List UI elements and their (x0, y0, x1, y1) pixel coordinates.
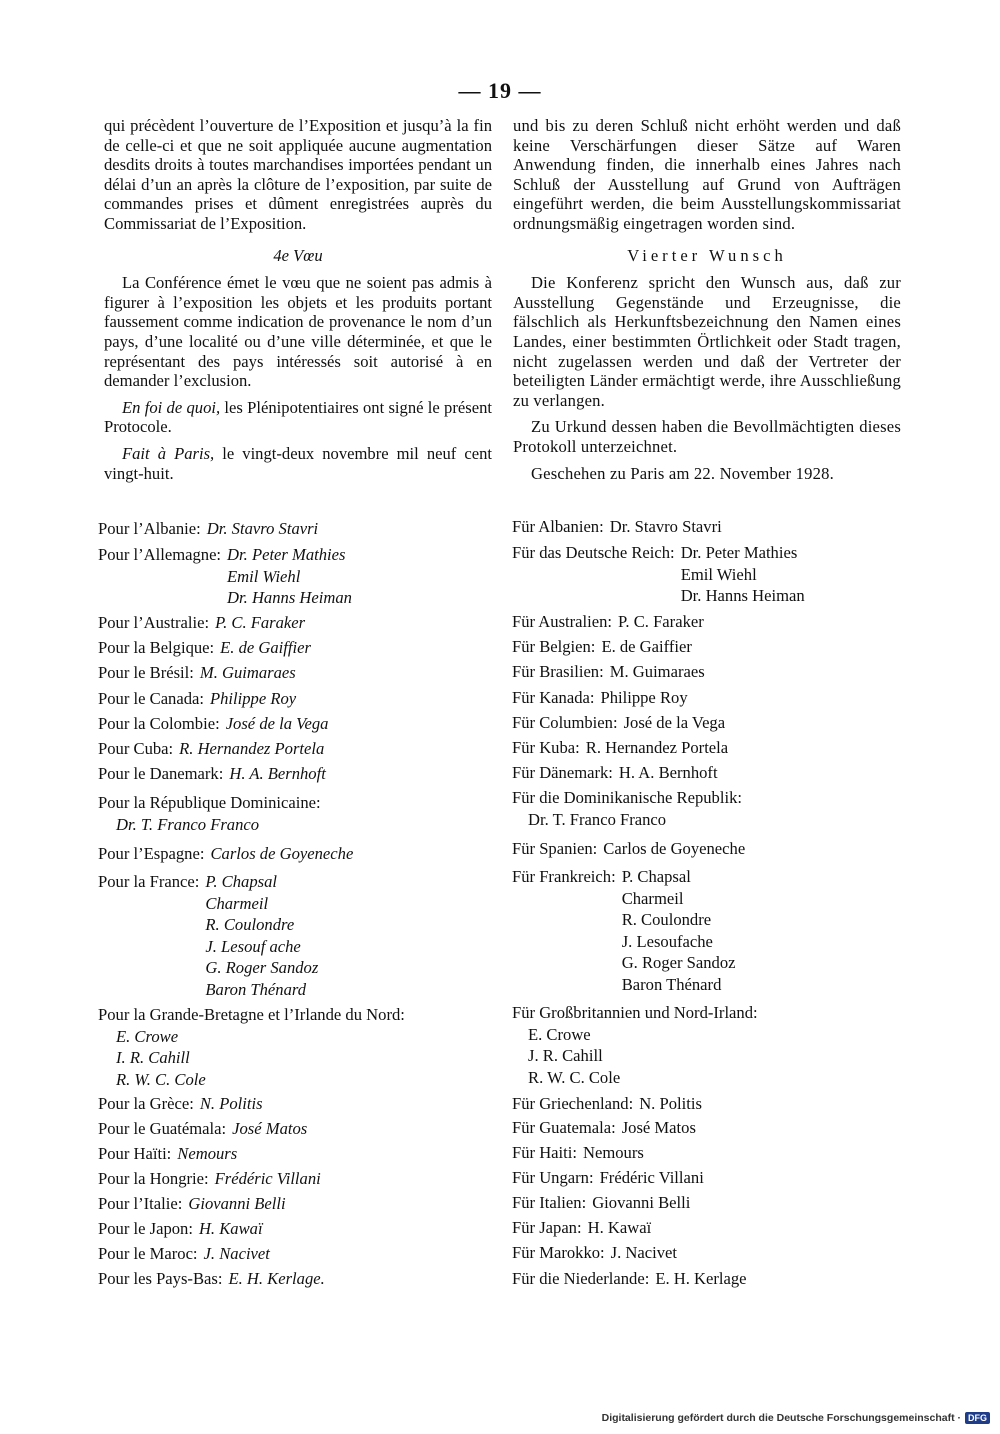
german-column (513, 116, 901, 483)
fr-signatory-label: Pour l’Allemagne: (98, 545, 222, 564)
de-signatory-names (655, 1268, 746, 1290)
de-signatory-label: Für Spanien: (512, 839, 598, 858)
de-signatory-name: R. Coulondre (621, 910, 712, 929)
fr-signatory-label: Pour l’Australie: (98, 613, 210, 632)
de-signatory-name: José Matos (621, 1118, 696, 1137)
fr-signatory-name: Charmeil (205, 893, 269, 913)
fr-signatory-name: R. Coulondre (205, 915, 295, 934)
de-signatory-names (639, 1093, 702, 1115)
fr-signatory-row (98, 738, 324, 760)
de-signatory-name: R. W. C. Cole (528, 1067, 621, 1087)
de-signatory-row (512, 1117, 696, 1139)
de-signatory-name: E. de Gaiffier (601, 637, 692, 656)
de-signatory-names (528, 809, 742, 831)
fr-signatory-name: Dr. Hanns Heiman (227, 588, 352, 607)
de-signatory-name: P. C. Faraker (618, 612, 704, 631)
fr-signatory-row (98, 1268, 325, 1290)
fr-signatory-name: H. Kawaï (198, 1219, 263, 1238)
footer (602, 1412, 990, 1424)
fr-signatory-row (98, 1004, 405, 1090)
de-signatory-names (603, 838, 745, 860)
de-signatory-name: Dr. Peter Mathies (680, 543, 798, 562)
de-signatory-names (618, 611, 704, 633)
de-signatory-label: Für Columbien: (512, 713, 618, 732)
de-signatory-name: E. Crowe (528, 1024, 591, 1044)
fait-rest: le vingt-deux novembre mil neuf cent vingt-huit. (104, 443, 493, 483)
fr-signatory-name: Dr. T. Franco Franco (116, 814, 260, 834)
de-signatory-label: Für Japan: (512, 1218, 582, 1237)
de-signatory-name: E. H. Kerlage (655, 1269, 747, 1288)
de-signatory-name: P. Chapsal (621, 867, 691, 886)
fr-signatory-label: Pour le Guatémala: (98, 1119, 227, 1138)
page-number: — 19 — (458, 78, 542, 103)
de-signatory-row (512, 661, 705, 683)
fr-signatory-name: Nemours (177, 1144, 238, 1163)
fr-signatory-row (98, 792, 321, 835)
de-signatory-label: Für Belgien: (512, 637, 596, 656)
de-signatory-name: José de la Vega (623, 713, 726, 732)
fr-signatory-names (207, 518, 318, 540)
de-signatory-name: Philippe Roy (600, 688, 688, 707)
fr-signatory-label: Pour la Belgique: (98, 638, 215, 657)
fr-signatory-label: Pour Haïti: (98, 1144, 172, 1163)
de-signatory-row (512, 866, 736, 995)
de-signatory-name: H. Kawaï (587, 1218, 652, 1237)
de-signatory-name: J. Lesoufache (621, 931, 713, 951)
german-intro-paragraph: und bis zu deren Schluß nicht erhöht werden und daß keine Verschärfungen dieser Sätze auf Waren Anwendung finden, die innerhalb eines Jahres nach Schluß der Ausstellung auf Grund von Aufträgen eingeführt werden, die beim Ausstellungskommissariat ordnungsmäßig eingetragen worden sind. (513, 116, 901, 233)
de-signatory-row (512, 1002, 758, 1088)
fr-signatory-name: M. Guimaraes (199, 663, 296, 682)
de-signatory-row (512, 1093, 702, 1115)
fr-signatory-name: R. W. C. Cole (116, 1069, 206, 1089)
de-signatory-row (512, 636, 692, 658)
de-signatory-names (622, 866, 736, 995)
de-signatory-label: Für Frankreich: (512, 867, 616, 886)
fait-paragraph (104, 444, 492, 483)
dfg-logo: DFG (965, 1412, 990, 1424)
fr-signatory-names (227, 544, 352, 609)
fr-signatory-label: Pour la Grande-Bretagne et l’Irlande du Nord: (98, 1005, 405, 1024)
de-signatory-names (600, 1167, 704, 1189)
de-signatory-name: Baron Thénard (621, 974, 722, 994)
de-signatory-name: Nemours (583, 1143, 644, 1162)
fr-signatory-label: Pour la Colombie: (98, 714, 220, 733)
fr-signatory-row (98, 713, 328, 735)
de-signatory-label: Für Marokko: (512, 1243, 605, 1262)
urkund-paragraph: Zu Urkund dessen haben die Bevollmächtigten dieses Protokoll unterzeichnet. (513, 417, 901, 456)
fr-signatory-names (188, 1193, 285, 1215)
de-signatory-name: Dr. T. Franco Franco (528, 809, 667, 829)
de-signatory-row (512, 516, 722, 538)
fr-signatory-row (98, 1218, 263, 1240)
de-signatory-label: Für Ungarn: (512, 1168, 594, 1187)
fr-signatory-names (200, 1093, 263, 1115)
fr-signatory-names (215, 612, 305, 634)
geschehen-paragraph: Geschehen zu Paris am 22. November 1928. (531, 463, 834, 483)
fr-signatory-name: Frédéric Villani (214, 1169, 321, 1188)
de-signatory-row (512, 712, 725, 734)
fr-signatory-name: Dr. Peter Mathies (227, 545, 346, 564)
fr-signatory-row (98, 662, 296, 684)
fr-signatory-name: Giovanni Belli (188, 1194, 286, 1213)
fr-signatory-label: Pour le Canada: (98, 689, 204, 708)
fr-signatory-name: Dr. Stavro Stavri (206, 519, 319, 538)
fr-signatory-name: N. Politis (199, 1094, 263, 1113)
de-signatory-name: Frédéric Villani (599, 1168, 704, 1187)
de-signatory-names (610, 516, 722, 538)
fr-signatory-row (98, 544, 352, 609)
voeu-paragraph: La Conférence émet le vœu que ne soient pas admis à figurer à l’exposition les objets et les produits portant faussement comme indication de provenance le nom d’un pays, d’une localité ou d’une ville déterminée, et que le représentant des pays intéressés soit autorisé à en demander l’exclusion. (104, 273, 492, 391)
de-signatory-row (512, 838, 745, 860)
de-signatory-row (512, 1242, 677, 1264)
fr-signatory-name: R. Hernandez Portela (179, 739, 325, 758)
fr-signatory-names (215, 1168, 321, 1190)
de-signatory-row (512, 1142, 644, 1164)
fr-signatory-label: Pour le Japon: (98, 1219, 193, 1238)
foi-italic: En foi de quoi, (122, 397, 221, 417)
fr-signatory-row (98, 688, 296, 710)
fr-signatory-label: Pour la République Dominicaine: (98, 793, 321, 812)
fr-signatory-row (98, 871, 318, 1000)
fr-signatory-row (98, 1118, 307, 1140)
de-signatory-label: Für Kuba: (512, 738, 580, 757)
fr-signatory-name: E. H. Kerlage. (228, 1269, 325, 1288)
de-signatory-name: R. Hernandez Portela (585, 738, 729, 757)
fr-signatory-names (116, 814, 321, 836)
de-signatory-names (611, 1242, 677, 1264)
de-signatory-label: Für die Dominikanische Republik: (512, 788, 742, 807)
fr-signatory-label: Pour l’Albanie: (98, 519, 201, 538)
fr-signatory-name: E. Crowe (116, 1026, 179, 1046)
fr-signatory-name: G. Roger Sandoz (205, 958, 319, 977)
fr-signatory-names (177, 1143, 237, 1165)
fr-signatory-name: J. Lesouf ache (205, 936, 301, 956)
fr-signatory-label: Pour le Brésil: (98, 663, 194, 682)
wunsch-heading: Vierter Wunsch (627, 245, 787, 265)
fr-signatory-names (204, 1243, 270, 1265)
de-signatory-row (512, 787, 742, 830)
de-signatory-name: M. Guimaraes (609, 662, 705, 681)
fr-signatory-name: H. A. Bernhoft (229, 764, 326, 783)
de-signatory-names (586, 737, 728, 759)
de-signatory-name: Emil Wiehl (680, 564, 757, 584)
fr-signatory-label: Pour la France: (98, 872, 200, 891)
fr-signatory-names (200, 662, 296, 684)
de-signatory-names (528, 1024, 758, 1089)
fr-signatory-label: Pour Cuba: (98, 739, 174, 758)
de-signatory-names (622, 1117, 696, 1139)
voeu-heading: 4e Vœu (273, 245, 323, 265)
fr-signatory-name: José de la Vega (225, 714, 329, 733)
de-signatory-name: Giovanni Belli (592, 1193, 691, 1212)
fr-signatory-name: Baron Thénard (205, 979, 307, 999)
french-intro-paragraph: qui précèdent l’ouverture de l’Exposition et jusqu’à la fin de celle-ci et que ne soit appliquée aucune augmentation desdits droits à toutes marchandises importées pendant un délai d’un an après la clôture de l’exposition, par suite de commandes prises et dûment enregistrées auprès du Commissariat de l’Exposition. (104, 116, 492, 233)
fr-signatory-names (228, 1268, 324, 1290)
fr-signatory-names (229, 763, 325, 785)
fr-signatory-name: E. de Gaiffier (220, 638, 311, 657)
de-signatory-row (512, 1192, 690, 1214)
fr-signatory-name: Carlos de Goyeneche (210, 844, 354, 863)
fr-signatory-names (232, 1118, 307, 1140)
de-signatory-names (583, 1142, 644, 1164)
de-signatory-name: Dr. Hanns Heiman (680, 586, 805, 605)
de-signatory-names (592, 1192, 690, 1214)
de-signatory-names (601, 636, 691, 658)
de-signatory-label: Für Guatemala: (512, 1118, 616, 1137)
de-signatory-label: Für Griechenland: (512, 1094, 634, 1113)
fr-signatory-row (98, 843, 353, 865)
de-signatory-names (600, 687, 687, 709)
fr-signatory-row (98, 637, 311, 659)
foi-rest: les Plénipotentiaires ont signé le présent Protocole. (104, 397, 492, 437)
fr-signatory-label: Pour les Pays-Bas: (98, 1269, 223, 1288)
de-signatory-row (512, 1268, 747, 1290)
fr-signatory-label: Pour l’Espagne: (98, 844, 205, 863)
de-signatory-row (512, 611, 704, 633)
de-signatory-name: Charmeil (621, 888, 684, 908)
fr-signatory-label: Pour la Hongrie: (98, 1169, 209, 1188)
fr-signatory-label: Pour la Grèce: (98, 1094, 194, 1113)
fr-signatory-names (220, 637, 311, 659)
de-signatory-name: J. R. Cahill (528, 1046, 603, 1065)
de-signatory-label: Für Australien: (512, 612, 613, 631)
fr-signatory-name: José Matos (232, 1119, 308, 1138)
de-signatory-label: Für das Deutsche Reich: (512, 543, 675, 562)
de-signatory-label: Für Dänemark: (512, 763, 613, 782)
fr-signatory-names (226, 713, 329, 735)
fr-signatory-row (98, 518, 318, 540)
fr-signatory-name: P. Chapsal (205, 872, 278, 891)
fr-signatory-name: J. Nacivet (203, 1244, 270, 1263)
de-signatory-names (624, 712, 726, 734)
fr-signatory-row (98, 1168, 321, 1190)
de-signatory-label: Für die Niederlande: (512, 1269, 650, 1288)
fait-italic: Fait à Paris, (122, 443, 215, 463)
de-signatory-names (681, 542, 805, 607)
french-column (104, 116, 492, 483)
de-signatory-row (512, 737, 728, 759)
fr-signatory-row (98, 1143, 237, 1165)
de-signatory-label: Für Albanien: (512, 517, 604, 536)
de-signatory-label: Für Italien: (512, 1193, 587, 1212)
de-signatory-name: Dr. Stavro Stavri (609, 517, 722, 536)
de-signatory-names (588, 1217, 652, 1239)
fr-signatory-names (205, 871, 318, 1000)
de-signatory-name: H. A. Bernhoft (618, 763, 718, 782)
de-signatory-row (512, 1167, 704, 1189)
fr-signatory-label: Pour le Danemark: (98, 764, 224, 783)
de-signatory-name: G. Roger Sandoz (621, 953, 736, 972)
de-signatory-row (512, 1217, 651, 1239)
fr-signatory-name: P. C. Faraker (215, 613, 306, 632)
fr-signatory-name: Philippe Roy (210, 689, 297, 708)
fr-signatory-row (98, 1243, 270, 1265)
fr-signatory-names (210, 843, 353, 865)
footer-text: Digitalisierung gefördert durch die Deutsche Forschungsgemeinschaft · (601, 1412, 961, 1424)
foi-paragraph (104, 398, 492, 437)
de-signatory-row (512, 542, 805, 607)
de-signatory-name: N. Politis (639, 1094, 702, 1113)
fr-signatory-row (98, 763, 326, 785)
fr-signatory-names (210, 688, 296, 710)
fr-signatory-row (98, 612, 305, 634)
wunsch-paragraph: Die Konferenz spricht den Wunsch aus, daß zur Ausstellung Gegenstände und Erzeugnisse, die fälschlich als Herkunftsbezeichnung den Namen eines Landes, einer bestimmten Örtlichkeit oder Stadt tragen, nicht zugelassen werden und daß der Vertreter der beteiligten Länder ermächtigt werde, ihre Ausschließung zu verlangen. (513, 273, 901, 410)
fr-signatory-name: Emil Wiehl (227, 566, 301, 586)
fr-signatory-row (98, 1093, 263, 1115)
fr-signatory-label: Pour le Maroc: (98, 1244, 198, 1263)
fr-signatory-names (179, 738, 324, 760)
de-signatory-label: Für Brasilien: (512, 662, 604, 681)
de-signatory-label: Für Großbritannien und Nord-Irland: (512, 1003, 758, 1022)
fr-signatory-label: Pour l’Italie: (98, 1194, 183, 1213)
de-signatory-names (619, 762, 718, 784)
de-signatory-row (512, 687, 688, 709)
de-signatory-label: Für Kanada: (512, 688, 595, 707)
de-signatory-name: Carlos de Goyeneche (603, 839, 746, 858)
de-signatory-names (610, 661, 705, 683)
fr-signatory-row (98, 1193, 286, 1215)
de-signatory-name: J. Nacivet (610, 1243, 678, 1262)
de-signatory-label: Für Haiti: (512, 1143, 577, 1162)
fr-signatory-names (199, 1218, 263, 1240)
fr-signatory-name: I. R. Cahill (116, 1048, 190, 1067)
fr-signatory-names (116, 1026, 405, 1091)
de-signatory-row (512, 762, 718, 784)
